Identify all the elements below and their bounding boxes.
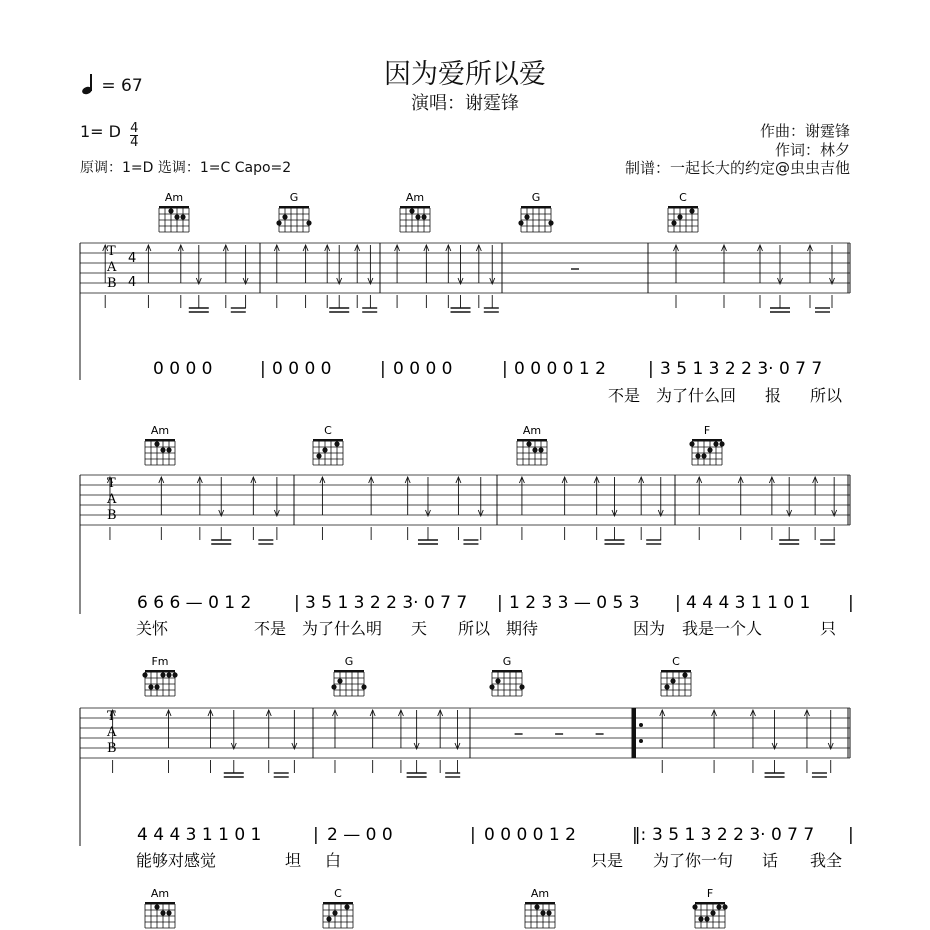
chord-finger-dot bbox=[540, 910, 545, 915]
chord-finger-dot bbox=[719, 441, 724, 446]
chord-diagram-1-3 bbox=[689, 424, 724, 465]
chord-name: Am bbox=[150, 887, 170, 900]
chord-finger-dot bbox=[548, 220, 553, 225]
chord-finger-dot bbox=[534, 904, 539, 909]
chord-finger-dot bbox=[671, 220, 676, 225]
chord-name: G bbox=[531, 191, 541, 204]
chord-nut bbox=[279, 206, 309, 209]
song-title: 因为爱所以爱 bbox=[384, 59, 546, 90]
chord-nut bbox=[661, 670, 691, 673]
arranger-credit: 制谱：一起长大的约定@虫虫吉他 bbox=[624, 159, 850, 177]
singer-credit: 演唱：谢霆锋 bbox=[411, 93, 519, 114]
chord-nut bbox=[145, 670, 175, 673]
chord-name: G bbox=[344, 655, 354, 668]
chord-finger-dot bbox=[415, 214, 420, 219]
chord-finger-dot bbox=[677, 214, 682, 219]
chord-finger-dot bbox=[716, 904, 721, 909]
chord-diagram-1-0 bbox=[145, 424, 175, 465]
jianpu-notes-2-7: | bbox=[848, 825, 854, 845]
lyric-0-3: 所以 bbox=[810, 386, 843, 405]
jianpu-notes-2-3: | bbox=[470, 825, 476, 845]
time-signature-top: 4 bbox=[130, 121, 139, 136]
chord-name: Am bbox=[150, 424, 170, 437]
chord-diagram-3-2 bbox=[525, 887, 555, 928]
chord-finger-dot bbox=[331, 684, 336, 689]
chord-finger-dot bbox=[526, 441, 531, 446]
chord-nut bbox=[400, 206, 430, 209]
lyric-1-3: 天 bbox=[411, 619, 428, 638]
lyric-0-0: 不是 bbox=[608, 386, 641, 405]
jianpu-notes-0-4: 0 0 0 0 bbox=[393, 359, 453, 379]
jianpu-notes-1-2: 3 5 1 3 2 2 3· 0 7 7 bbox=[305, 593, 468, 613]
chord-nut bbox=[692, 439, 722, 442]
jianpu-notes-1-6: 4 4 4 3 1 1 0 1 bbox=[686, 593, 811, 613]
chord-name: G bbox=[289, 191, 299, 204]
chord-finger-dot bbox=[689, 441, 694, 446]
chord-finger-dot bbox=[538, 447, 543, 452]
chord-finger-dot bbox=[701, 453, 706, 458]
chord-nut bbox=[517, 439, 547, 442]
chord-finger-dot bbox=[664, 684, 669, 689]
chord-diagram-0-2 bbox=[400, 191, 430, 232]
chord-diagram-1-1 bbox=[313, 424, 343, 465]
chord-finger-dot bbox=[698, 916, 703, 921]
lyric-2-2: 白 bbox=[325, 851, 342, 870]
jianpu-notes-2-1: | bbox=[313, 825, 319, 845]
chord-finger-dot bbox=[409, 208, 414, 213]
jianpu-notes-0-3: | bbox=[380, 359, 386, 379]
chord-finger-dot bbox=[689, 208, 694, 213]
tab-letter: A bbox=[107, 492, 117, 507]
tab-letter: T bbox=[107, 244, 116, 259]
tab-letter: T bbox=[107, 476, 116, 491]
jianpu-notes-2-2: 2 — 0 0 bbox=[327, 825, 393, 845]
chord-finger-dot bbox=[707, 447, 712, 452]
jianpu-notes-1-1: | bbox=[294, 593, 300, 613]
lyric-2-1: 坦 bbox=[285, 851, 302, 870]
lyricist-credit: 作词：林夕 bbox=[774, 141, 850, 159]
chord-name: C bbox=[679, 191, 687, 204]
chord-finger-dot bbox=[166, 672, 171, 677]
jianpu-notes-0-1: | bbox=[260, 359, 266, 379]
lyric-1-2: 为了什么明 bbox=[302, 619, 383, 638]
chord-finger-dot bbox=[489, 684, 494, 689]
chord-diagram-1-2 bbox=[517, 424, 547, 465]
chord-nut bbox=[323, 902, 353, 905]
tab-letter: B bbox=[107, 276, 117, 291]
chord-finger-dot bbox=[546, 910, 551, 915]
chord-diagram-2-1 bbox=[331, 655, 366, 696]
chord-nut bbox=[521, 206, 551, 209]
chord-name: F bbox=[706, 887, 714, 900]
chord-finger-dot bbox=[421, 214, 426, 219]
chord-finger-dot bbox=[276, 220, 281, 225]
original-key-info: 原调：1=D 选调：1=C Capo=2 bbox=[80, 160, 292, 176]
chord-finger-dot bbox=[282, 214, 287, 219]
lyric-1-0: 关怀 bbox=[136, 619, 169, 638]
jianpu-notes-2-0: 4 4 4 3 1 1 0 1 bbox=[137, 825, 262, 845]
lyric-1-6: 因为 bbox=[633, 619, 666, 638]
tab-letter: B bbox=[107, 508, 117, 523]
chord-diagram-3-0 bbox=[145, 887, 175, 928]
chord-finger-dot bbox=[160, 910, 165, 915]
chord-finger-dot bbox=[316, 453, 321, 458]
chord-finger-dot bbox=[142, 672, 147, 677]
chord-finger-dot bbox=[695, 453, 700, 458]
chord-diagram-2-2 bbox=[489, 655, 524, 696]
jianpu-notes-0-6: 0 0 0 0 1 2 bbox=[514, 359, 606, 379]
chord-diagram-3-3 bbox=[692, 887, 727, 928]
jianpu-notes-0-2: 0 0 0 0 bbox=[272, 359, 332, 379]
chord-finger-dot bbox=[710, 910, 715, 915]
jianpu-notes-2-6: 3 5 1 3 2 2 3· 0 7 7 bbox=[652, 825, 815, 845]
tab-time-top: 4 bbox=[128, 251, 137, 266]
lyric-2-4: 为了你一句 bbox=[653, 851, 734, 870]
lyric-1-7: 我是一个人 bbox=[682, 619, 763, 638]
chord-diagram-0-0 bbox=[159, 191, 189, 232]
tab-time-bottom: 4 bbox=[128, 275, 137, 290]
chord-diagram-0-4 bbox=[668, 191, 698, 232]
chord-name: Am bbox=[405, 191, 425, 204]
chord-finger-dot bbox=[148, 684, 153, 689]
chord-finger-dot bbox=[180, 214, 185, 219]
tab-letter: A bbox=[107, 725, 117, 740]
jianpu-notes-0-8: 3 5 1 3 2 2 3· 0 7 7 bbox=[660, 359, 823, 379]
chord-finger-dot bbox=[704, 916, 709, 921]
tab-letter: T bbox=[107, 709, 116, 724]
jianpu-notes-2-4: 0 0 0 0 1 2 bbox=[484, 825, 576, 845]
chord-nut bbox=[334, 670, 364, 673]
repeat-dot bbox=[639, 723, 643, 727]
chord-finger-dot bbox=[532, 447, 537, 452]
chord-finger-dot bbox=[334, 441, 339, 446]
chord-finger-dot bbox=[306, 220, 311, 225]
chord-finger-dot bbox=[361, 684, 366, 689]
lyric-2-0: 能够对感觉 bbox=[136, 851, 217, 870]
jianpu-notes-0-7: | bbox=[648, 359, 654, 379]
chord-finger-dot bbox=[524, 214, 529, 219]
chord-finger-dot bbox=[160, 447, 165, 452]
chord-finger-dot bbox=[154, 684, 159, 689]
chord-finger-dot bbox=[670, 678, 675, 683]
time-signature-bottom: 4 bbox=[130, 135, 139, 150]
lyric-2-6: 我全 bbox=[810, 851, 843, 870]
chord-name: C bbox=[334, 887, 342, 900]
chord-finger-dot bbox=[332, 910, 337, 915]
jianpu-notes-0-5: | bbox=[502, 359, 508, 379]
lyric-0-1: 为了什么回 bbox=[656, 386, 737, 405]
chord-name: G bbox=[502, 655, 512, 668]
lyric-1-1: 不是 bbox=[254, 619, 287, 638]
chord-name: C bbox=[324, 424, 332, 437]
chord-finger-dot bbox=[344, 904, 349, 909]
chord-nut bbox=[145, 902, 175, 905]
chord-nut bbox=[145, 439, 175, 442]
chord-nut bbox=[313, 439, 343, 442]
tempo-value: = 67 bbox=[101, 76, 143, 96]
chord-nut bbox=[159, 206, 189, 209]
chord-diagram-2-3 bbox=[661, 655, 691, 696]
chord-finger-dot bbox=[495, 678, 500, 683]
lyric-1-8: 只 bbox=[820, 619, 837, 638]
lyric-1-4: 所以 bbox=[458, 619, 491, 638]
chord-finger-dot bbox=[326, 916, 331, 921]
chord-finger-dot bbox=[174, 214, 179, 219]
chord-nut bbox=[695, 902, 725, 905]
key-label: 1= D bbox=[80, 122, 121, 141]
chord-finger-dot bbox=[154, 904, 159, 909]
jianpu-notes-1-3: | bbox=[497, 593, 503, 613]
repeat-thick-bar bbox=[632, 708, 636, 758]
chord-finger-dot bbox=[713, 441, 718, 446]
chord-diagram-3-1 bbox=[323, 887, 353, 928]
lyric-2-5: 话 bbox=[762, 851, 779, 870]
chord-nut bbox=[525, 902, 555, 905]
chord-finger-dot bbox=[337, 678, 342, 683]
chord-finger-dot bbox=[166, 447, 171, 452]
chord-name: F bbox=[703, 424, 711, 437]
lyric-0-2: 报 bbox=[765, 386, 782, 405]
chord-finger-dot bbox=[322, 447, 327, 452]
chord-diagram-0-1 bbox=[276, 191, 311, 232]
jianpu-notes-2-5: ‖: bbox=[632, 825, 647, 845]
chord-finger-dot bbox=[154, 441, 159, 446]
chord-nut bbox=[492, 670, 522, 673]
repeat-dot bbox=[639, 739, 643, 743]
chord-finger-dot bbox=[168, 208, 173, 213]
chord-finger-dot bbox=[519, 684, 524, 689]
jianpu-notes-1-0: 6 6 6 — 0 1 2 bbox=[137, 593, 252, 613]
chord-nut bbox=[668, 206, 698, 209]
jianpu-notes-1-5: | bbox=[675, 593, 681, 613]
chord-diagram-2-0 bbox=[142, 655, 177, 696]
chord-finger-dot bbox=[682, 672, 687, 677]
chord-name: Am bbox=[164, 191, 184, 204]
chord-name: Am bbox=[530, 887, 550, 900]
composer-credit: 作曲：谢霆锋 bbox=[759, 122, 850, 140]
lyric-1-5: 期待 bbox=[506, 619, 539, 638]
chord-name: C bbox=[672, 655, 680, 668]
chord-diagram-0-3 bbox=[518, 191, 553, 232]
tab-letter: A bbox=[107, 260, 117, 275]
chord-finger-dot bbox=[166, 910, 171, 915]
jianpu-notes-0-0: 0 0 0 0 bbox=[153, 359, 213, 379]
chord-finger-dot bbox=[172, 672, 177, 677]
lyric-2-3: 只是 bbox=[591, 851, 624, 870]
chord-name: Fm bbox=[151, 655, 169, 668]
chord-name: Am bbox=[522, 424, 542, 437]
chord-finger-dot bbox=[692, 904, 697, 909]
chord-finger-dot bbox=[722, 904, 727, 909]
chord-finger-dot bbox=[518, 220, 523, 225]
tab-letter: B bbox=[107, 741, 117, 756]
chord-finger-dot bbox=[160, 672, 165, 677]
jianpu-notes-1-4: 1 2 3 3 — 0 5 3 bbox=[509, 593, 640, 613]
jianpu-notes-1-7: | bbox=[848, 593, 854, 613]
